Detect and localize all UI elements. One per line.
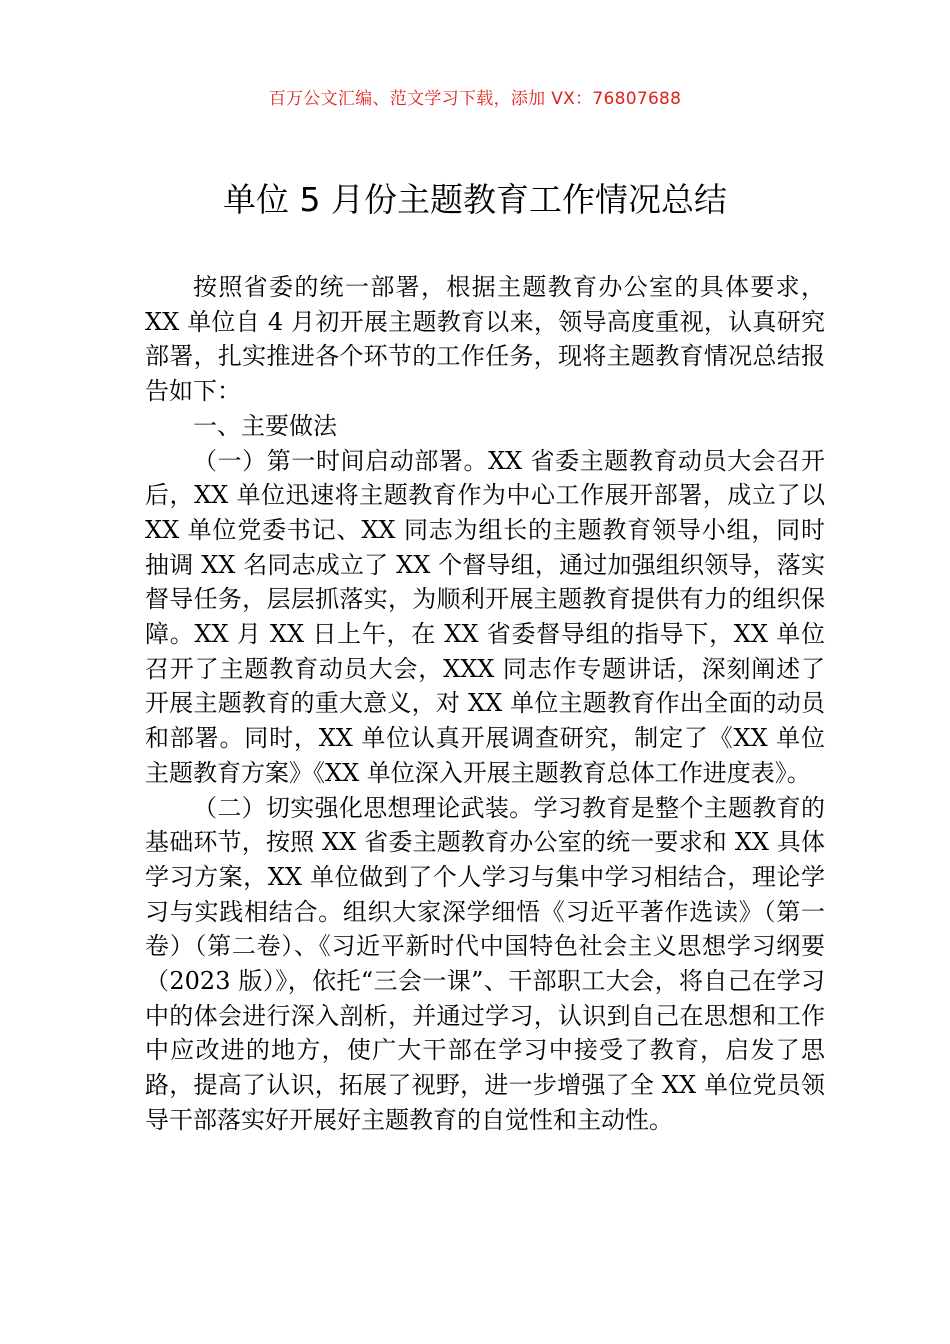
document-body [145, 270, 825, 1138]
paragraph-deployment: （一）第一时间启动部署。XX 省委主题教育动员大会召开后，XX 单位迅速将主题教育作为中心工作展开部署，成立了以 XX 单位党委书记、XX 同志为组长的主题教育领导小组，同时抽调 XX 名同志成立了 XX 个督导组，通过加强组织领导，落实督导任务，层层抓落实，为顺利开展主题教育提供有力的组织保障。XX 月 XX 日上午，在 XX 省委督导组的指导下，XX 单位召开了主题教育动员大会，XXX 同志作专题讲话，深刻阐述了开展主题教育的重大意义，对 XX 单位主题教育作出全面的动员和部署。同时，XX 单位认真开展调查研究，制定了《XX 单位主题教育方案》《XX 单位深入开展主题教育总体工作进度表》。 [145, 446, 825, 787]
section-heading-main-practices: 一、主要做法 [193, 411, 337, 440]
header-watermark-text: 百万公文汇编、范文学习下载，添加 VX：76807688 [268, 89, 682, 109]
paragraph-theory-study: （二）切实强化思想理论武装。学习教育是整个主题教育的基础环节，按照 XX 省委主题教育办公室的统一要求和 XX 具体学习方案，XX 单位做到了个人学习与集中学习相结合，理论学习与实践相结合。组织大家深学细悟《习近平著作选读》（第一卷）（第二卷）、《习近平新时代中国特色社会主义思想学习纲要（2023 版）》，依托“三会一课”、干部职工大会，将自己在学习中的体会进行深入剖析，并通过学习，认识到自己在思想和工作中应改进的地方，使广大干部在学习中接受了教育，启发了思路，提高了认识，拓展了视野，进一步增强了全 XX 单位党员领导干部落实好开展好主题教育的自觉性和主动性。 [145, 793, 825, 1134]
document-title: 单位 5 月份主题教育工作情况总结 [223, 180, 727, 219]
paragraph-intro: 按照省委的统一部署，根据主题教育办公室的具体要求，XX 单位自 4 月初开展主题教育以来，领导高度重视，认真研究部署，扎实推进各个环节的工作任务，现将主题教育情况总结报告如下： [145, 273, 825, 406]
